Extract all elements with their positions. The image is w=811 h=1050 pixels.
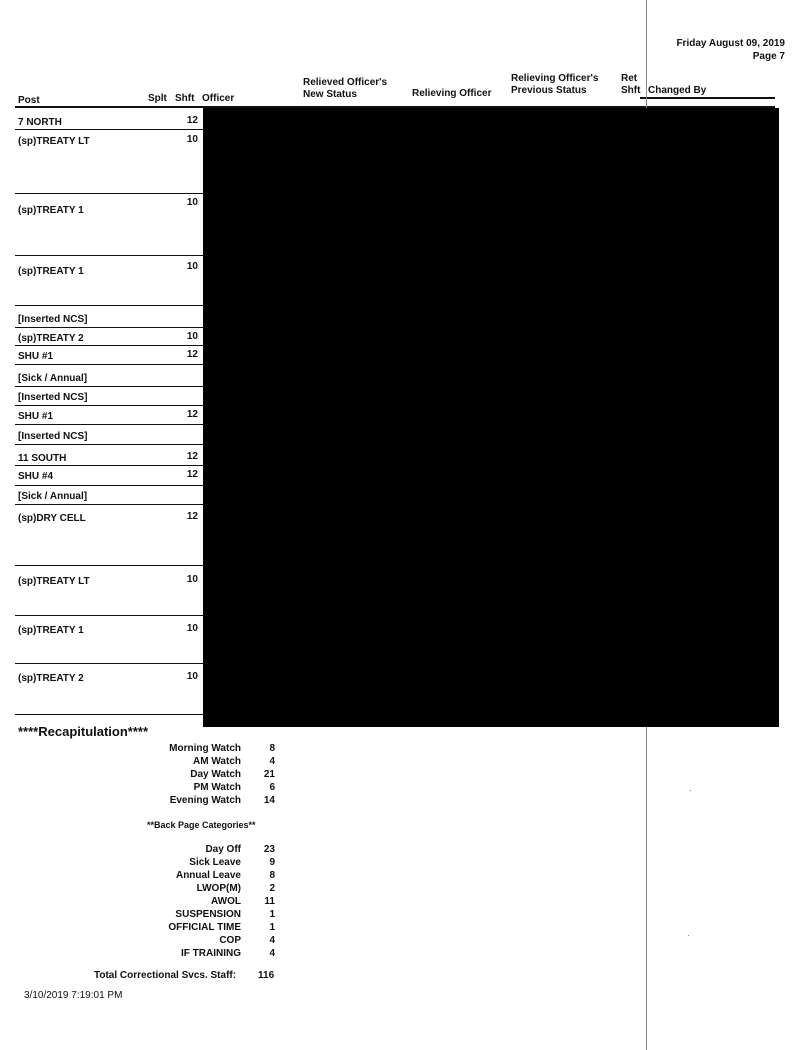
row-post: (sp)TREATY 1 [18, 205, 84, 216]
row-post: (sp)TREATY LT [18, 136, 90, 147]
row-post: [Sick / Annual] [18, 491, 88, 502]
total-staff-label: Total Correctional Svcs. Staff: [94, 970, 237, 981]
col-relieved-status-line1: Relieved Officer's [303, 77, 388, 88]
back-page-categories-title: **Back Page Categories** [147, 820, 256, 830]
total-staff-value: 116 [258, 970, 275, 981]
row-divider [15, 504, 205, 505]
col-changed-by: Changed By [648, 85, 707, 96]
row-divider [15, 386, 205, 387]
category-value: 23 [263, 844, 275, 855]
category-label: OFFICIAL TIME [168, 922, 241, 933]
row-divider [15, 193, 205, 194]
row-post: (sp)TREATY 1 [18, 266, 84, 277]
row-shift: 10 [186, 197, 198, 208]
row-post: [Sick / Annual] [18, 373, 88, 384]
row-shift: 12 [186, 349, 198, 360]
category-label: IF TRAINING [181, 948, 241, 959]
category-value: 9 [269, 857, 275, 868]
category-value: 2 [269, 883, 275, 894]
row-shift: 12 [186, 115, 198, 126]
col-officer: Officer [202, 93, 235, 104]
row-shift: 10 [186, 574, 198, 585]
col-ret-line1: Ret [621, 73, 638, 84]
row-post: SHU #1 [18, 411, 54, 422]
row-divider [15, 444, 205, 445]
recap-title: ****Recapitulation**** [18, 724, 149, 739]
row-post: SHU #4 [18, 471, 54, 482]
row-shift: 12 [186, 451, 198, 462]
row-shift: 12 [186, 511, 198, 522]
col-shft: Shft [175, 93, 195, 104]
recap-watch-value: 21 [263, 769, 275, 780]
row-post: [Inserted NCS] [18, 431, 88, 442]
row-shift: 10 [186, 623, 198, 634]
recap-watch-value: 8 [269, 743, 275, 754]
row-post: (sp)TREATY 2 [18, 333, 84, 344]
row-divider [15, 327, 205, 328]
header-rule-right [640, 97, 775, 99]
row-post: (sp)TREATY 2 [18, 673, 84, 684]
recap-watch-label: Evening Watch [169, 795, 241, 806]
category-label: LWOP(M) [196, 883, 241, 894]
row-divider [15, 405, 205, 406]
row-post: [Inserted NCS] [18, 392, 88, 403]
col-relieving-officer: Relieving Officer [412, 88, 492, 99]
recap-watch-value: 14 [263, 795, 275, 806]
category-value: 8 [269, 870, 275, 881]
row-shift: 12 [186, 469, 198, 480]
col-relieving-prev-line1: Relieving Officer's [511, 73, 599, 84]
category-label: Sick Leave [189, 857, 241, 868]
category-label: Annual Leave [175, 870, 241, 881]
row-divider [15, 305, 205, 306]
row-shift: 10 [186, 671, 198, 682]
row-divider [15, 345, 205, 346]
print-timestamp: 3/10/2019 7:19:01 PM [24, 990, 123, 1001]
category-label: SUSPENSION [175, 909, 241, 920]
col-splt: Splt [148, 93, 167, 104]
row-divider [15, 364, 205, 365]
row-shift: 10 [186, 134, 198, 145]
category-value: 11 [264, 896, 275, 907]
col-post: Post [18, 95, 40, 106]
row-post: SHU #1 [18, 351, 54, 362]
col-ret-line2: Shft [621, 85, 641, 96]
scan-speck [688, 935, 689, 936]
recap-watch-label: Day Watch [190, 769, 241, 780]
row-divider [15, 663, 205, 664]
row-shift: 10 [186, 261, 198, 272]
recap-watch-label: PM Watch [193, 782, 241, 793]
category-value: 1 [269, 922, 275, 933]
recap-watch-value: 4 [269, 756, 275, 767]
row-post: (sp)TREATY LT [18, 576, 90, 587]
report-date: Friday August 09, 2019 [676, 38, 785, 49]
recap-watch-label: AM Watch [193, 756, 241, 767]
row-post: (sp)DRY CELL [18, 513, 86, 524]
row-divider [15, 615, 205, 616]
category-value: 1 [269, 909, 275, 920]
row-post: 11 SOUTH [18, 453, 67, 464]
category-label: COP [219, 935, 241, 946]
row-divider [15, 255, 205, 256]
scan-speck [690, 790, 691, 791]
row-divider [15, 565, 205, 566]
category-value: 4 [269, 935, 275, 946]
row-post: (sp)TREATY 1 [18, 625, 84, 636]
row-post: 7 NORTH [18, 117, 62, 128]
row-post: [Inserted NCS] [18, 314, 88, 325]
category-value: 4 [269, 948, 275, 959]
col-relieving-prev-line2: Previous Status [511, 85, 587, 96]
category-label: Day Off [205, 844, 241, 855]
recap-watch-label: Morning Watch [169, 743, 241, 754]
row-shift: 12 [186, 409, 198, 420]
row-divider [15, 714, 205, 715]
row-shift: 10 [186, 331, 198, 342]
redaction-block [203, 108, 779, 727]
category-label: AWOL [211, 896, 241, 907]
row-divider [15, 485, 205, 486]
row-divider [15, 424, 205, 425]
col-relieved-status-line2: New Status [303, 89, 357, 100]
row-divider [15, 465, 205, 466]
row-divider [15, 129, 205, 130]
page-number: Page 7 [752, 51, 785, 62]
recap-watch-value: 6 [269, 782, 275, 793]
